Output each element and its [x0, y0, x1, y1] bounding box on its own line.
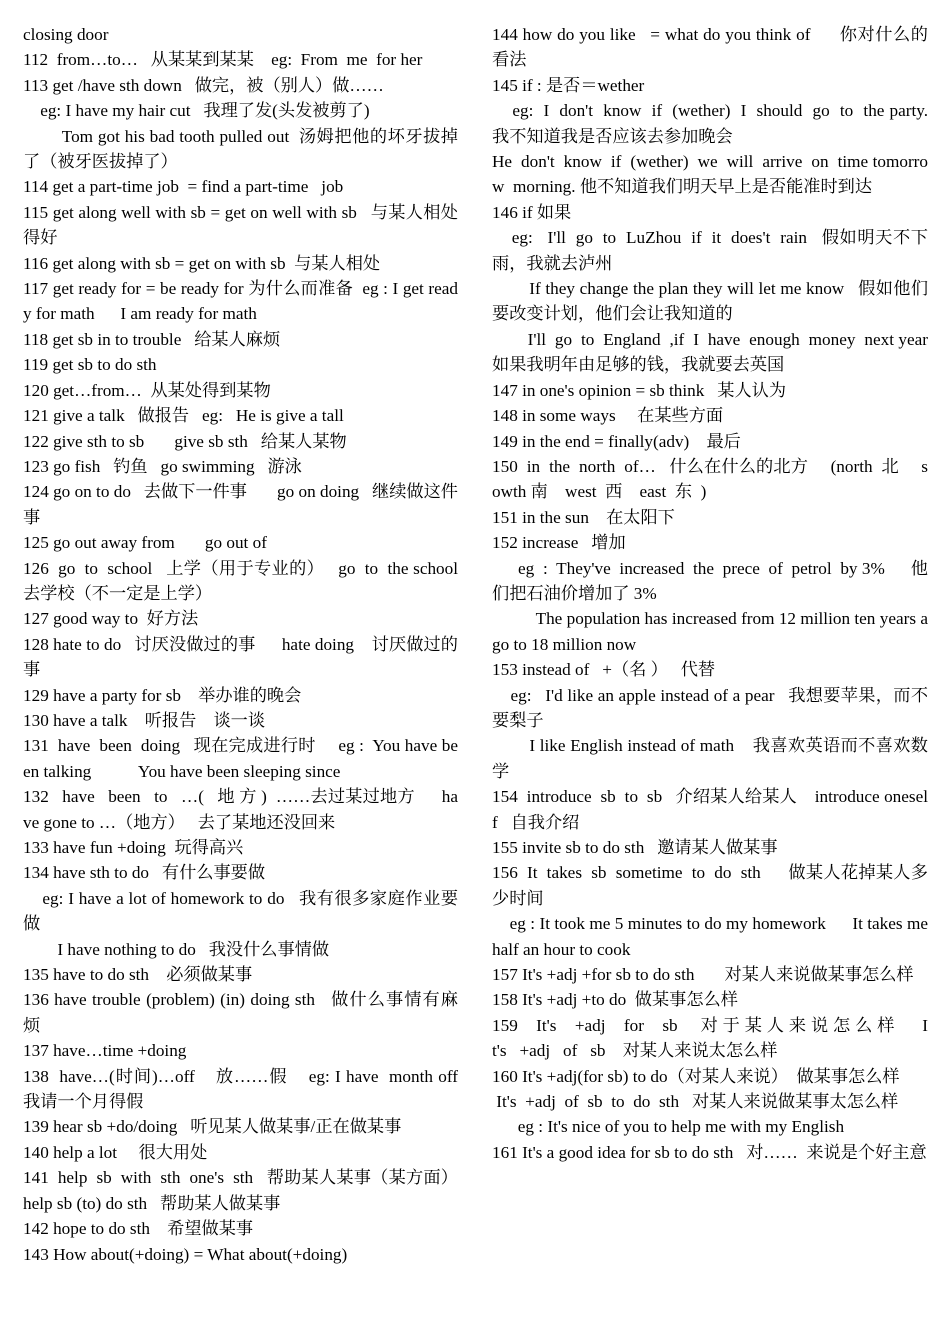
right-column-paragraph: 151 in the sun 在太阳下: [492, 507, 675, 527]
left-column-paragraph: 128 hate to do 讨厌没做过的事 hate doing 讨厌做过的事: [23, 634, 458, 680]
right-column-paragraph: eg: I'd like an apple instead of a pear 我想要苹果，而不要梨子: [492, 685, 929, 730]
right-column-paragraph: 150 in the north of… 什么在什么的北方 (north 北 sowth 南 west 西 east 东 ): [492, 456, 928, 502]
right-column-paragraph: 153 instead of +（名 ） 代替: [492, 660, 716, 680]
right-column-paragraph: 160 It's +adj(for sb) to do（对某人来说） 做某事怎么样: [492, 1066, 900, 1086]
left-column-paragraph: 137 have…time +doing: [23, 1041, 187, 1061]
left-column-paragraph: 113 get /have sth down 做完，被（别人）做……: [23, 75, 384, 95]
left-column-paragraph: 112 from…to… 从某某到某某 eg: From me for her: [23, 50, 423, 70]
right-column-paragraph: 159 It's +adj for sb 对 于 某 人 来 说 怎 么 样 It's +adj of sb 对某人来说太怎么样: [492, 1015, 928, 1061]
left-column-paragraph: 143 How about(+doing) = What about(+doing): [23, 1244, 348, 1264]
left-column-paragraph: eg: I have a lot of homework to do 我有很多家庭作业要做: [23, 888, 459, 934]
right-column-paragraph: 146 if 如果: [492, 202, 572, 222]
left-column-paragraph: 118 get sb in to trouble 给某人麻烦: [23, 329, 281, 349]
left-column-paragraph: 123 go fish 钓鱼 go swimming 游泳: [23, 456, 302, 476]
left-column-paragraph: eg: I have my hair cut 我理了发(头发被剪了): [23, 101, 370, 121]
right-column-paragraph: The population has increased from 12 million ten years ago to 18 million now: [492, 609, 929, 654]
right-column: [492, 22, 941, 1165]
left-column-paragraph: 130 have a talk 听报告 谈一谈: [23, 710, 266, 730]
left-column-paragraph: 122 give sth to sb give sb sth 给某人某物: [23, 431, 347, 451]
left-column-paragraph: 132 have been to …( 地 方 ) ……去过某过地方 have gone to …（地方） 去了某地还没回来: [23, 787, 458, 832]
left-column-paragraph: 114 get a part-time job = find a part-time job: [23, 177, 344, 197]
left-column-paragraph: 116 get along with sb = get on with sb 与某人相处: [23, 253, 381, 273]
left-column-paragraph: 138 have…(时间)…off 放……假 eg: I have month off 我请一个月得假: [23, 1066, 467, 1112]
right-column-paragraph: eg : They've increased the prece of petrol by 3% 他们把石油价增加了 3%: [492, 558, 928, 603]
left-column-paragraph: 125 go out away from go out of: [23, 533, 267, 553]
left-column-paragraph: 139 hear sb +do/doing 听见某人做某事/正在做某事: [23, 1117, 402, 1137]
right-column-paragraph: 149 in the end = finally(adv) 最后: [492, 431, 741, 451]
left-column-paragraph: 127 good way to 好方法: [23, 609, 199, 629]
left-column-paragraph: 121 give a talk 做报告 eg: He is give a tall: [23, 406, 344, 426]
left-column-paragraph: 117 get ready for = be ready for 为什么而准备 eg : I get ready for math I am ready for math: [23, 279, 458, 324]
right-column-paragraph: eg: I don't know if (wether) I should go to the party. 我不知道我是否应该去参加晚会: [492, 101, 933, 146]
left-column-paragraph: 142 hope to do sth 希望做某事: [23, 1219, 254, 1239]
right-column-paragraph: 145 if : 是否＝wether: [492, 75, 645, 95]
left-column-paragraph: 141 help sb with sth one's sth 帮助某人某事（某方面） help sb (to) do sth 帮助某人做某事: [23, 1168, 471, 1213]
left-column-paragraph: 134 have sth to do 有什么事要做: [23, 863, 266, 883]
left-column-paragraph: 136 have trouble (problem) (in) doing sth 做什么事情有麻烦: [23, 990, 458, 1035]
left-column-paragraph: I have nothing to do 我没什么事情做: [23, 939, 330, 959]
left-column: [23, 22, 471, 1267]
right-column-paragraph: 148 in some ways 在某些方面: [492, 406, 724, 426]
right-column-paragraph: 154 introduce sb to sb 介绍某人给某人 introduce oneself 自我介绍: [492, 787, 928, 832]
left-column-paragraph: 135 have to do sth 必须做某事: [23, 965, 253, 985]
left-column-paragraph: 115 get along well with sb = get on well with sb 与某人相处得好: [23, 202, 458, 248]
left-column-paragraph: 140 help a lot 很大用处: [23, 1142, 208, 1162]
left-column-paragraph: 124 go on to do 去做下一件事 go on doing 继续做这件事: [23, 482, 458, 527]
left-column-paragraph: 129 have a party for sb 举办谁的晚会: [23, 685, 302, 705]
right-column-paragraph: eg : It's nice of you to help me with my English: [492, 1117, 845, 1137]
right-column-paragraph: If they change the plan they will let me know 假如他们要改变计划，他们会让我知道的: [492, 279, 929, 324]
right-column-paragraph: 155 invite sb to do sth 邀请某人做某事: [492, 838, 778, 857]
right-column-paragraph: 147 in one's opinion = sb think 某人认为: [492, 380, 787, 400]
right-column-paragraph: 158 It's +adj +to do 做某事怎么样: [492, 990, 738, 1010]
left-column-paragraph: closing door: [23, 25, 109, 44]
left-column-paragraph: 120 get…from… 从某处得到某物: [23, 380, 271, 400]
right-column-paragraph: He don't know if (wether) we will arrive on time tomorrow morning. 他不知道我们明天早上是否能准时到达: [492, 152, 928, 197]
left-column-paragraph: Tom got his bad tooth pulled out 汤姆把他的坏牙拔掉了（被牙医拔掉了）: [23, 126, 458, 172]
right-column-paragraph: 161 It's a good idea for sb to do sth 对…… 来说是个好主意: [492, 1142, 927, 1162]
left-column-paragraph: 119 get sb to do sth: [23, 355, 157, 375]
left-column-paragraph: 131 have been doing 现在完成进行时 eg : You have been talking You have been sleeping since: [23, 736, 458, 781]
right-column-paragraph: It's +adj of sb to do sth 对某人来说做某事太怎么样: [492, 1092, 899, 1112]
left-column-paragraph: 126 go to school 上学（用于专业的） go to the school 去学校（不一定是上学）: [23, 558, 471, 603]
right-column-paragraph: I like English instead of math 我喜欢英语而不喜欢数学: [492, 736, 928, 781]
right-column-paragraph: eg: I'll go to LuZhou if it does't rain 假如明天不下雨，我就去泸州: [492, 228, 928, 273]
right-column-paragraph: 152 increase 增加: [492, 533, 626, 553]
right-column-paragraph: 156 It takes sb sometime to do sth 做某人花掉某人多少时间: [492, 863, 928, 908]
right-column-paragraph: 157 It's +adj +for sb to do sth 对某人来说做某事怎么样: [492, 965, 914, 985]
right-column-paragraph: 144 how do you like = what do you think of 你对什么的看法: [492, 25, 928, 70]
right-column-paragraph: eg : It took me 5 minutes to do my homework It takes me half an hour to cook: [492, 914, 933, 959]
right-column-paragraph: I'll go to England ,if I have enough money next year 如果我明年由足够的钱，我就要去英国: [492, 329, 941, 375]
left-column-paragraph: 133 have fun +doing 玩得高兴: [23, 838, 244, 857]
